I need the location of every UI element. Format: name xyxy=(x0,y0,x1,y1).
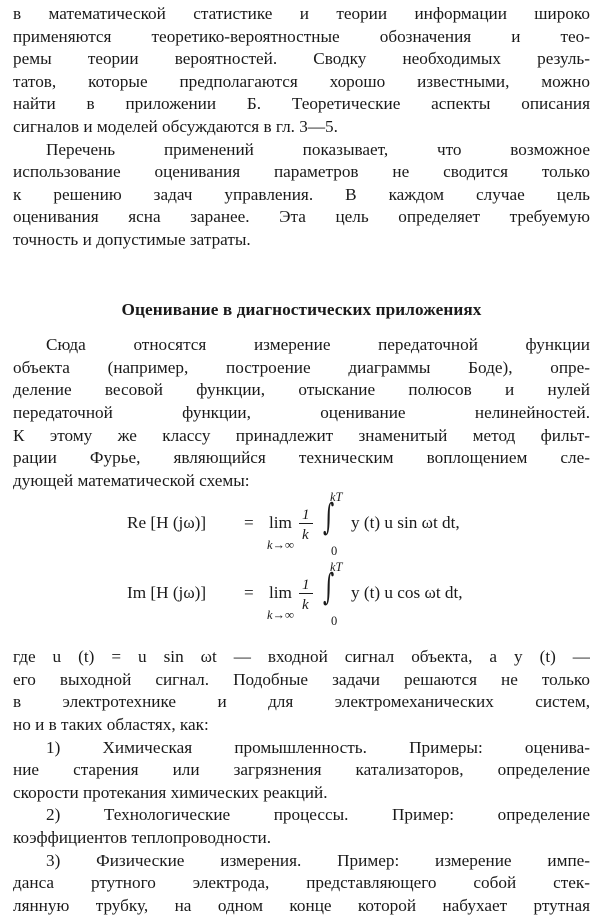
integral-sign: ∫ xyxy=(323,567,335,609)
formula-integrand: y (t) u sin ωt dt, xyxy=(351,513,460,533)
paragraph-signal-description xyxy=(13,646,590,736)
integral-upper-limit: kT xyxy=(330,490,343,505)
integral-sign: ∫ xyxy=(323,497,335,539)
list-item-technological xyxy=(13,804,590,849)
formula-fraction-numerator: 1 xyxy=(302,507,310,524)
formula-limit-subscript: k→∞ xyxy=(267,538,294,553)
text-line: оценивания ясна заранее. Эта цель определяет требуемую xyxy=(13,207,590,227)
text-line: 1) Химическая промышленность. Примеры: оценива- xyxy=(46,737,590,757)
formula-lhs: Re [H (jω)] xyxy=(127,513,207,533)
formula-equals: = xyxy=(244,513,254,533)
text-line: коэффициентов теплопроводности. xyxy=(13,828,272,848)
integral-upper-limit: kT xyxy=(330,560,343,575)
text-line: к решению задач управления. В каждом случае цель xyxy=(13,184,590,204)
formula-fraction-denominator: k xyxy=(302,527,309,544)
text-line: дующей математической схемы: xyxy=(13,470,250,490)
text-line: в математической статистике и теории информации широко xyxy=(13,4,590,23)
text-line: ние старения или загрязнения катализаторов, определение xyxy=(13,760,590,780)
text-line: Перечень применений показывает, что возможное xyxy=(46,139,590,159)
list-item-physical xyxy=(13,850,590,917)
text-line: использование оценивания параметров не сводится только xyxy=(13,162,590,182)
formula-limit-subscript: k→∞ xyxy=(267,608,294,623)
text-line: применяются теоретико-вероятностные обозначения и тео- xyxy=(13,26,590,46)
formula-imaginary-part xyxy=(13,562,590,632)
text-line: скорости протекания химических реакций. xyxy=(13,782,328,802)
formula-lhs: Im [H (jω)] xyxy=(127,583,207,603)
text-line: татов, которые предполагаются хорошо известными, можно xyxy=(13,71,590,91)
formula-limit: lim xyxy=(269,583,292,603)
text-line: рации Фурье, являющийся техническим воплощением сле- xyxy=(13,448,590,468)
integral-lower-limit: 0 xyxy=(331,544,338,559)
formula-limit: lim xyxy=(269,513,292,533)
text-line: данса ртутного электрода, представляющего собой стек- xyxy=(13,873,590,893)
formula-fraction-numerator: 1 xyxy=(302,577,310,594)
paragraph-intro xyxy=(13,3,590,139)
formula-fraction-denominator: k xyxy=(302,597,309,614)
text-line: но и в таких областях, как: xyxy=(13,715,209,735)
text-line: деление весовой функции, отыскание полюсов и нулей xyxy=(13,380,590,400)
text-line: Сюда относятся измерение передаточной функции xyxy=(46,335,590,355)
text-line: 3) Физические измерения. Пример: измерение импе- xyxy=(46,850,590,870)
text-line: объекта (например, построение диаграммы Боде), опре- xyxy=(13,357,590,377)
text-line: где u (t) = u sin ωt — входной сигнал объекта, а y (t) — xyxy=(13,647,590,667)
text-line: в электротехнике и для электромеханических систем, xyxy=(13,692,590,712)
formula-equals: = xyxy=(244,583,254,603)
section-heading: Оценивание в диагностических приложениях xyxy=(121,299,482,319)
text-line: передаточной функции, оценивание нелинейностей. xyxy=(13,402,590,422)
list-item-chemical xyxy=(13,737,590,805)
text-line: найти в приложении Б. Теоретические аспекты описания xyxy=(13,94,590,114)
text-line: ремы теории вероятностей. Сводку необходимых резуль- xyxy=(13,49,590,69)
text-line: его выходной сигнал. Подобные задачи решаются не только xyxy=(13,669,590,689)
text-line: сигналов и моделей обсуждаются в гл. 3—5. xyxy=(13,116,338,136)
text-line: 2) Технологические процессы. Пример: определение xyxy=(46,805,590,825)
text-line: К этому же классу принадлежит знаменитый метод фильт- xyxy=(13,425,590,445)
text-line: лянную трубку, на одном конце которой набухает ртутная xyxy=(13,895,590,915)
paragraph-diagnostics xyxy=(13,334,590,492)
text-line: точность и допустимые затраты. xyxy=(13,229,251,249)
formula-integrand: y (t) u cos ωt dt, xyxy=(351,583,463,603)
paragraph-applications xyxy=(13,139,590,252)
integral-lower-limit: 0 xyxy=(331,614,338,629)
formula-real-part xyxy=(13,492,590,562)
